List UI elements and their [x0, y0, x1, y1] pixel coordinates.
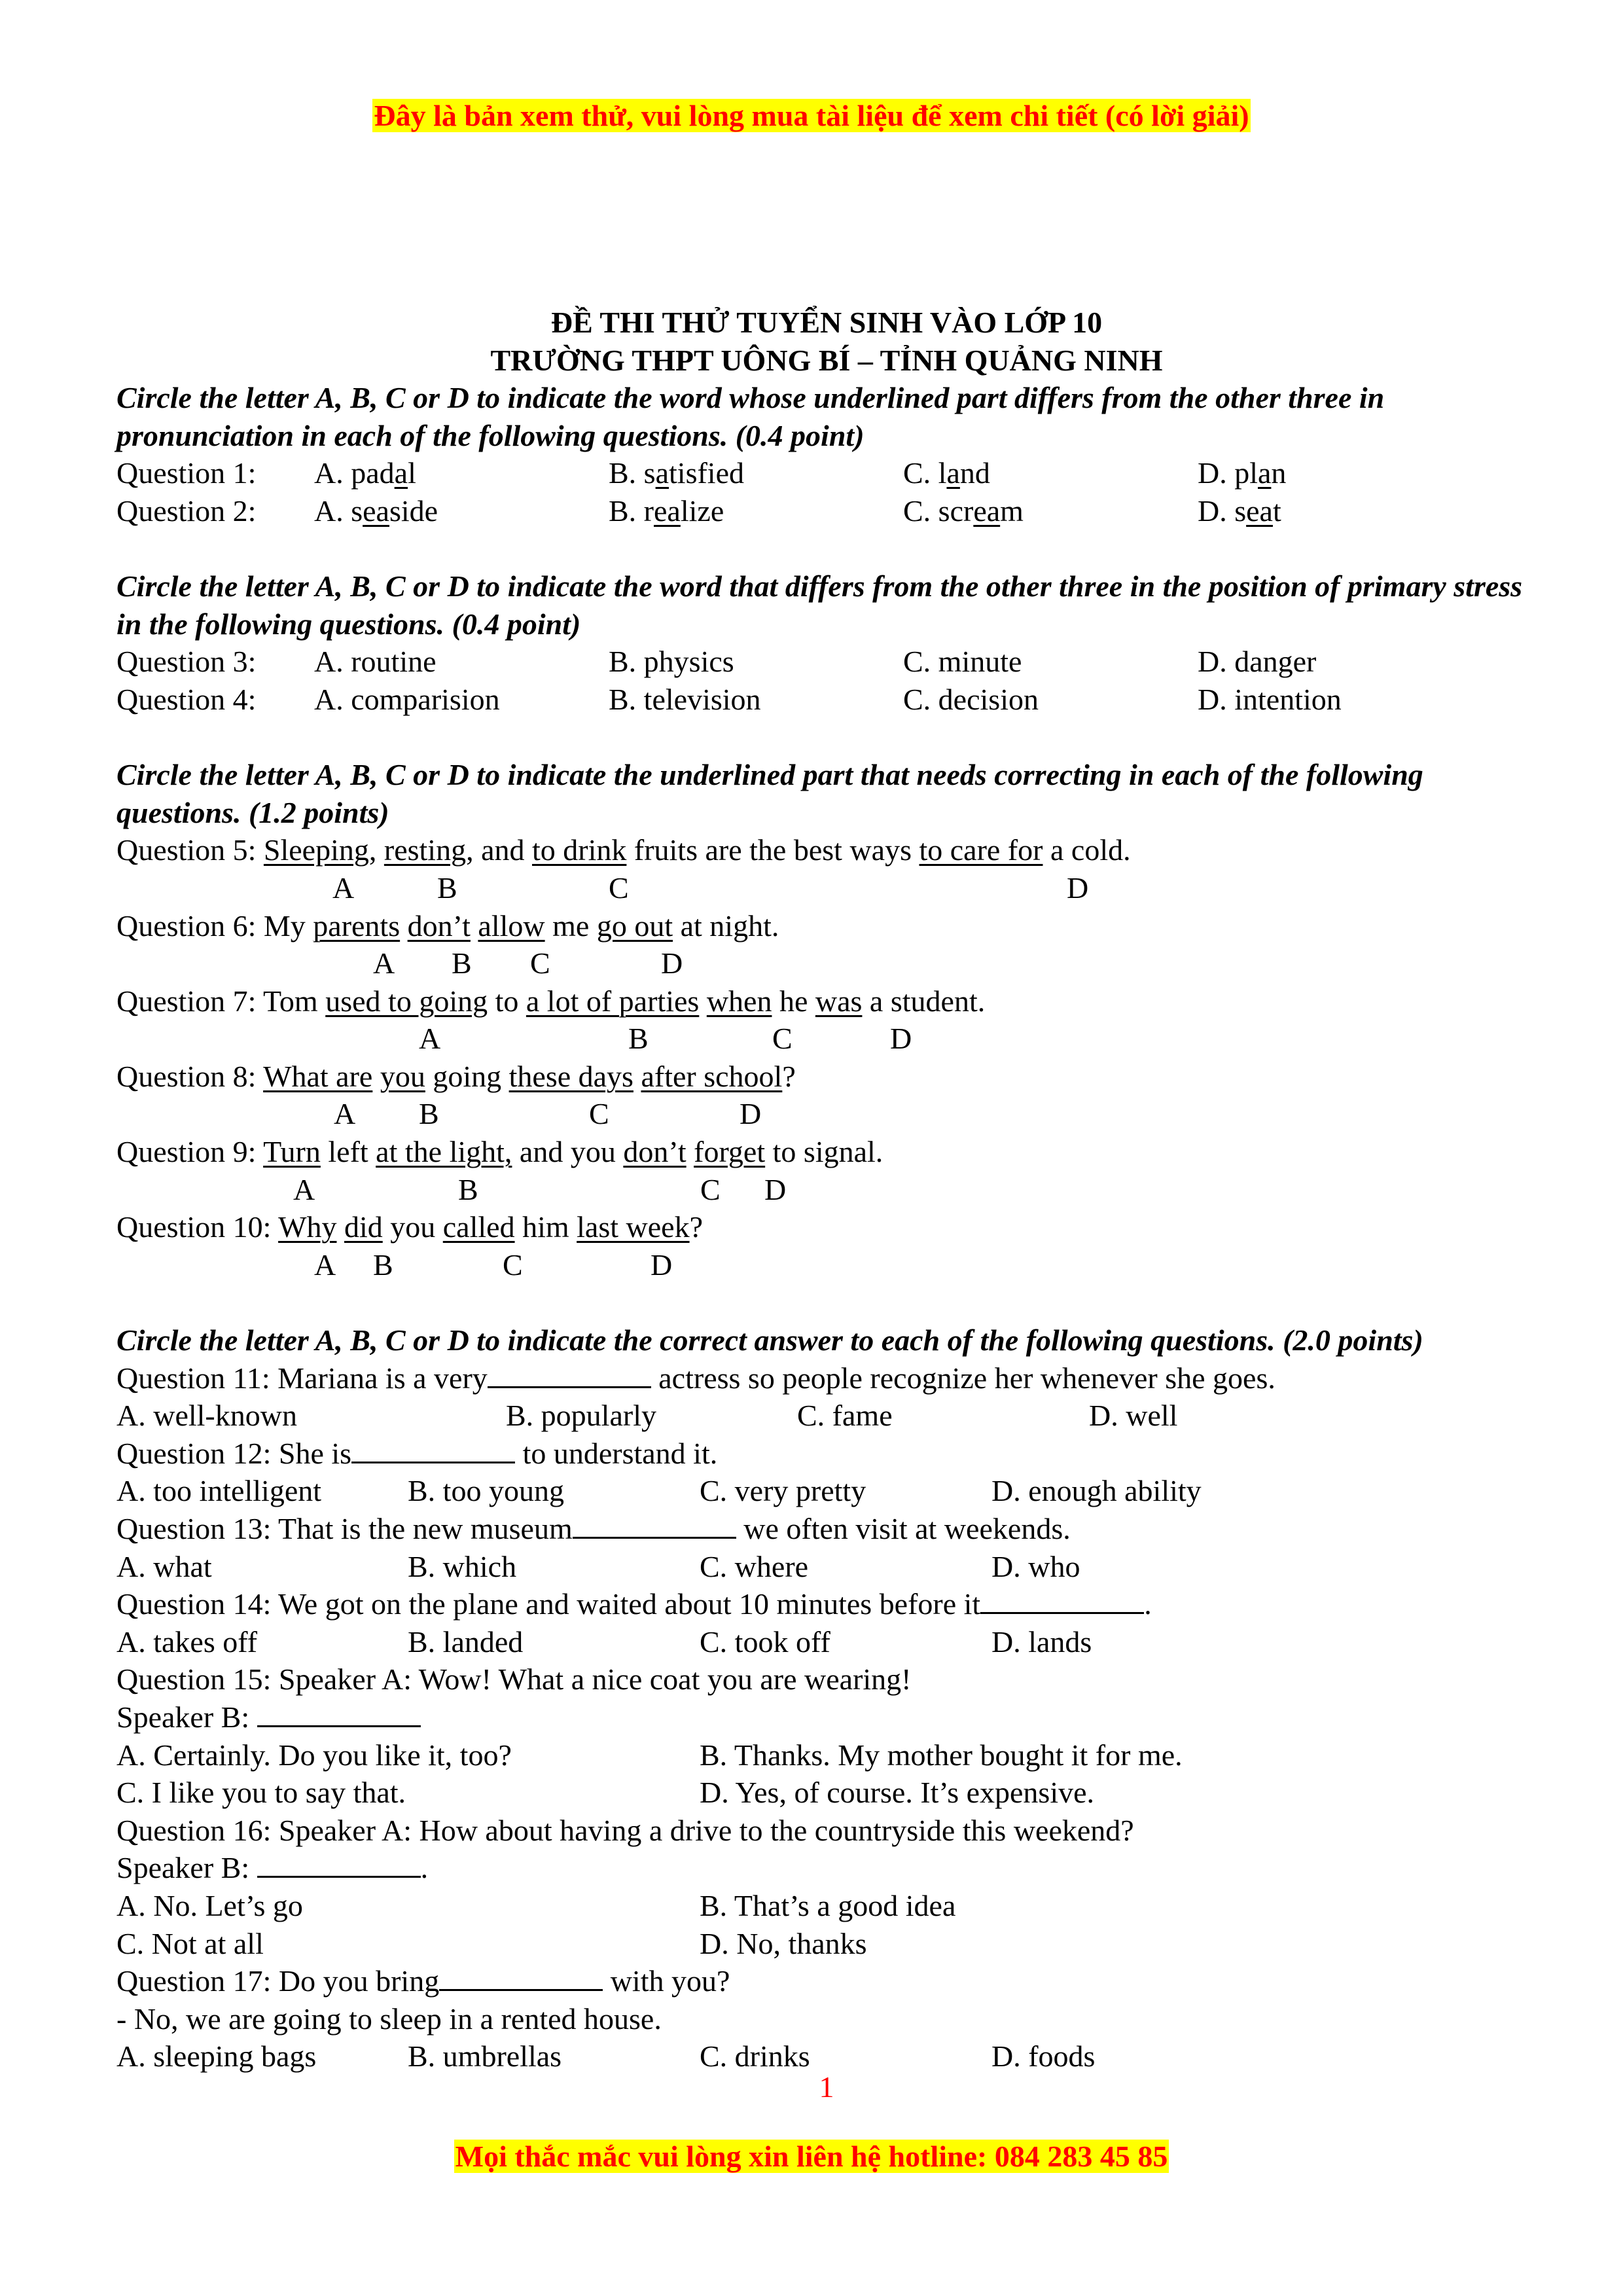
- option-c[interactable]: C. Not at all: [116, 1926, 264, 1960]
- question-14-options: [116, 1623, 1537, 1661]
- question-16-speaker-b: Speaker B: .: [116, 1851, 429, 1885]
- letter-d: D: [890, 1022, 912, 1056]
- option-a[interactable]: A. routine: [314, 645, 437, 679]
- underlined-b[interactable]: a lot of parties: [526, 984, 700, 1018]
- option-a[interactable]: A. takes off: [116, 1624, 258, 1659]
- letter-b: B: [458, 1172, 478, 1206]
- letter-c: C: [700, 1172, 721, 1206]
- question-15-options-ab: [116, 1736, 1537, 1774]
- option-b[interactable]: B. popularly: [506, 1399, 656, 1433]
- option-d[interactable]: D. foods: [991, 2039, 1096, 2073]
- letter-a: A: [293, 1172, 315, 1206]
- section2-instruction: Circle the letter A, B, C or D to indicate the word that differs from the other three in the position of primary stress in the following questions. (0.4 point): [116, 569, 1523, 641]
- answer-blank[interactable]: [351, 1435, 515, 1463]
- exam-content: [116, 304, 1537, 2075]
- option-c[interactable]: C. where: [700, 1549, 809, 1583]
- option-b[interactable]: B. umbrellas: [408, 2039, 562, 2073]
- underlined-a[interactable]: Turn: [263, 1135, 321, 1169]
- option-c[interactable]: C. very pretty: [700, 1474, 866, 1508]
- underlined-b[interactable]: don’t: [407, 908, 471, 942]
- option-a[interactable]: A. sleeping bags: [116, 2039, 317, 2073]
- option-d[interactable]: D. well: [1089, 1399, 1178, 1433]
- option-c[interactable]: C. drinks: [700, 2039, 810, 2073]
- underlined-d[interactable]: was: [815, 984, 863, 1018]
- option-b[interactable]: B. realize: [609, 493, 724, 528]
- option-a[interactable]: A. Certainly. Do you like it, too?: [116, 1738, 512, 1772]
- option-a[interactable]: A. seaside: [314, 493, 438, 528]
- option-d[interactable]: D. seat: [1198, 493, 1281, 528]
- underlined-c[interactable]: don’t: [623, 1135, 687, 1169]
- underlined-b[interactable]: resting: [383, 833, 467, 867]
- option-c[interactable]: C. decision: [903, 682, 1039, 716]
- question-15-options-cd: [116, 1774, 1537, 1812]
- underlined-b[interactable]: at the light,: [376, 1135, 512, 1169]
- exam-title: ĐỀ THI THỬ TUYỂN SINH VÀO LỚP 10: [550, 306, 1103, 339]
- option-c[interactable]: C. land: [903, 456, 990, 490]
- option-c[interactable]: C. minute: [903, 645, 1022, 679]
- question-5: Question 5: Sleeping, resting, and to drink fruits are the best ways to care for a cold.: [116, 833, 1131, 867]
- option-b[interactable]: B. physics: [609, 645, 734, 679]
- underlined-c[interactable]: to drink: [532, 833, 627, 867]
- letter-c: C: [772, 1022, 793, 1056]
- option-c[interactable]: C. took off: [700, 1624, 830, 1659]
- section4-instruction: Circle the letter A, B, C or D to indicate the correct answer to each of the following questions. (2.0 points): [116, 1323, 1423, 1357]
- question-12-stem: Question 12: She is to understand it.: [116, 1436, 718, 1470]
- underlined-d[interactable]: last week: [577, 1210, 690, 1244]
- question-11-options: [116, 1397, 1537, 1435]
- underlined-d[interactable]: to care for: [919, 833, 1043, 867]
- hotline-banner: [0, 2139, 1623, 2174]
- option-b[interactable]: B. That’s a good idea: [700, 1888, 956, 1922]
- letter-d: D: [740, 1097, 762, 1131]
- letter-c: C: [530, 946, 550, 980]
- answer-letters: [116, 1171, 1537, 1209]
- option-a[interactable]: A. what: [116, 1549, 212, 1583]
- letter-c: C: [609, 870, 629, 905]
- letter-d: D: [651, 1247, 673, 1282]
- option-b[interactable]: B. which: [408, 1549, 517, 1583]
- option-c[interactable]: C. scream: [903, 493, 1024, 528]
- option-d[interactable]: D. plan: [1198, 456, 1287, 490]
- answer-blank[interactable]: [488, 1360, 651, 1388]
- question-3: Question 3: A. routine B. physics C. minute D. danger: [116, 643, 1537, 681]
- option-a[interactable]: A. No. Let’s go: [116, 1888, 303, 1922]
- answer-blank[interactable]: [257, 1850, 421, 1878]
- underlined-b[interactable]: did: [344, 1210, 383, 1244]
- option-b[interactable]: B. television: [609, 682, 761, 716]
- letter-b: B: [419, 1097, 439, 1131]
- school-title: TRƯỜNG THPT UÔNG BÍ – TỈNH QUẢNG NINH: [490, 343, 1163, 377]
- answer-letters: [116, 869, 1537, 907]
- answer-blank[interactable]: [257, 1699, 421, 1727]
- option-d[interactable]: D. who: [991, 1549, 1080, 1583]
- underlined-c[interactable]: when: [706, 984, 772, 1018]
- option-c[interactable]: C. fame: [797, 1399, 893, 1433]
- letter-a: A: [373, 946, 395, 980]
- answer-letters: [116, 1095, 1537, 1133]
- letter-a: A: [419, 1022, 441, 1056]
- option-d[interactable]: D. Yes, of course. It’s expensive.: [700, 1776, 1095, 1810]
- underlined-a[interactable]: used to going: [325, 984, 488, 1018]
- letter-c: C: [589, 1097, 609, 1131]
- question-6: Question 6: My parents don’t allow me go out at night.: [116, 908, 779, 942]
- answer-blank[interactable]: [573, 1511, 736, 1539]
- hotline-banner-text: Mọi thắc mắc vui lòng xin liên hệ hotline: 084 283 45 85: [455, 2140, 1168, 2173]
- answer-letters: [116, 944, 1537, 982]
- section3-instruction: Circle the letter A, B, C or D to indicate the underlined part that needs correcting in each of the following questions. (1.2 points): [116, 758, 1423, 829]
- letter-b: B: [628, 1022, 649, 1056]
- letter-b: B: [452, 946, 472, 980]
- option-b[interactable]: B. Thanks. My mother bought it for me.: [700, 1738, 1183, 1772]
- question-14-stem: Question 14: We got on the plane and waited about 10 minutes before it .: [116, 1587, 1152, 1621]
- question-7: Question 7: Tom used to going to a lot of parties when he was a student.: [116, 984, 986, 1018]
- underlined-a[interactable]: Why: [278, 1210, 337, 1244]
- letter-d: D: [764, 1172, 787, 1206]
- underlined-c[interactable]: called: [442, 1210, 515, 1244]
- question-16-stem: Question 16: Speaker A: How about having a drive to the countryside this weekend?: [116, 1813, 1134, 1847]
- question-9: Question 9: Turn left at the light, and you don’t forget to signal.: [116, 1135, 883, 1169]
- question-12-options: [116, 1472, 1537, 1510]
- question-17-reply: - No, we are going to sleep in a rented house.: [116, 2001, 662, 2036]
- underlined-a[interactable]: What are: [263, 1059, 373, 1093]
- preview-banner-text: Đây là bản xem thử, vui lòng mua tài liệu để xem chi tiết (có lời giải): [374, 99, 1249, 132]
- underlined-a[interactable]: parents: [313, 908, 401, 942]
- option-d[interactable]: D. intention: [1198, 682, 1342, 716]
- question-10: Question 10: Why did you called him last week?: [116, 1210, 703, 1244]
- question-1: Question 1: A. padal B. satisfied C. land D. plan: [116, 454, 1537, 492]
- option-a[interactable]: A. comparision: [314, 682, 500, 716]
- question-11-stem: Question 11: Mariana is a very actress so people recognize her whenever she goes.: [116, 1361, 1275, 1395]
- question-4: Question 4: A. comparision B. television C. decision D. intention: [116, 681, 1537, 719]
- underlined-a[interactable]: Sleeping: [263, 833, 369, 867]
- letter-a: A: [332, 870, 355, 905]
- underlined-c[interactable]: allow: [478, 908, 545, 942]
- letter-b: B: [437, 870, 457, 905]
- letter-d: D: [661, 946, 683, 980]
- section1-instruction: Circle the letter A, B, C or D to indicate the word whose underlined part differs from the other three in pronunciation in each of the following questions. (0.4 point): [116, 381, 1385, 452]
- question-15-speaker-b: Speaker B:: [116, 1698, 1537, 1736]
- question-16-options-cd: [116, 1925, 1537, 1963]
- question-16-options-ab: [116, 1887, 1537, 1925]
- question-17-stem: Question 17: Do you bring with you?: [116, 1964, 730, 1998]
- option-a[interactable]: A. too intelligent: [116, 1474, 322, 1508]
- underlined-b[interactable]: you: [380, 1059, 425, 1093]
- letter-a: A: [334, 1097, 356, 1131]
- question-8: Question 8: What are you going these days after school?: [116, 1059, 796, 1093]
- option-d[interactable]: D. lands: [991, 1624, 1092, 1659]
- letter-b: B: [373, 1247, 393, 1282]
- question-15-stem: Question 15: Speaker A: Wow! What a nice coat you are wearing!: [116, 1662, 912, 1696]
- answer-letters: [116, 1246, 1537, 1284]
- letter-d: D: [1067, 870, 1089, 905]
- page-number: 1: [819, 2070, 834, 2104]
- underlined-d[interactable]: after school: [641, 1059, 783, 1093]
- answer-blank[interactable]: [439, 1963, 603, 1991]
- underlined-d[interactable]: go out: [596, 908, 673, 942]
- answer-blank[interactable]: [980, 1586, 1144, 1614]
- letter-a: A: [314, 1247, 336, 1282]
- question-13-stem: Question 13: That is the new museum we often visit at weekends.: [116, 1512, 1071, 1545]
- option-b[interactable]: B. satisfied: [609, 456, 744, 490]
- preview-banner: [0, 98, 1623, 133]
- question-13-options: [116, 1548, 1537, 1586]
- option-a[interactable]: A. well-known: [116, 1399, 297, 1433]
- option-b[interactable]: B. landed: [408, 1624, 524, 1659]
- option-d[interactable]: D. danger: [1198, 645, 1317, 679]
- option-d[interactable]: D. No, thanks: [700, 1926, 867, 1960]
- option-a[interactable]: A. padal: [314, 456, 416, 490]
- underlined-c[interactable]: these days: [508, 1059, 633, 1093]
- underlined-d[interactable]: forget: [694, 1135, 766, 1169]
- question-2: Question 2: A. seaside B. realize C. scream D. seat: [116, 492, 1537, 530]
- answer-letters: [116, 1020, 1537, 1058]
- letter-c: C: [503, 1247, 523, 1282]
- option-c[interactable]: C. I like you to say that.: [116, 1776, 406, 1810]
- option-b[interactable]: B. too young: [408, 1474, 564, 1508]
- option-d[interactable]: D. enough ability: [991, 1474, 1202, 1508]
